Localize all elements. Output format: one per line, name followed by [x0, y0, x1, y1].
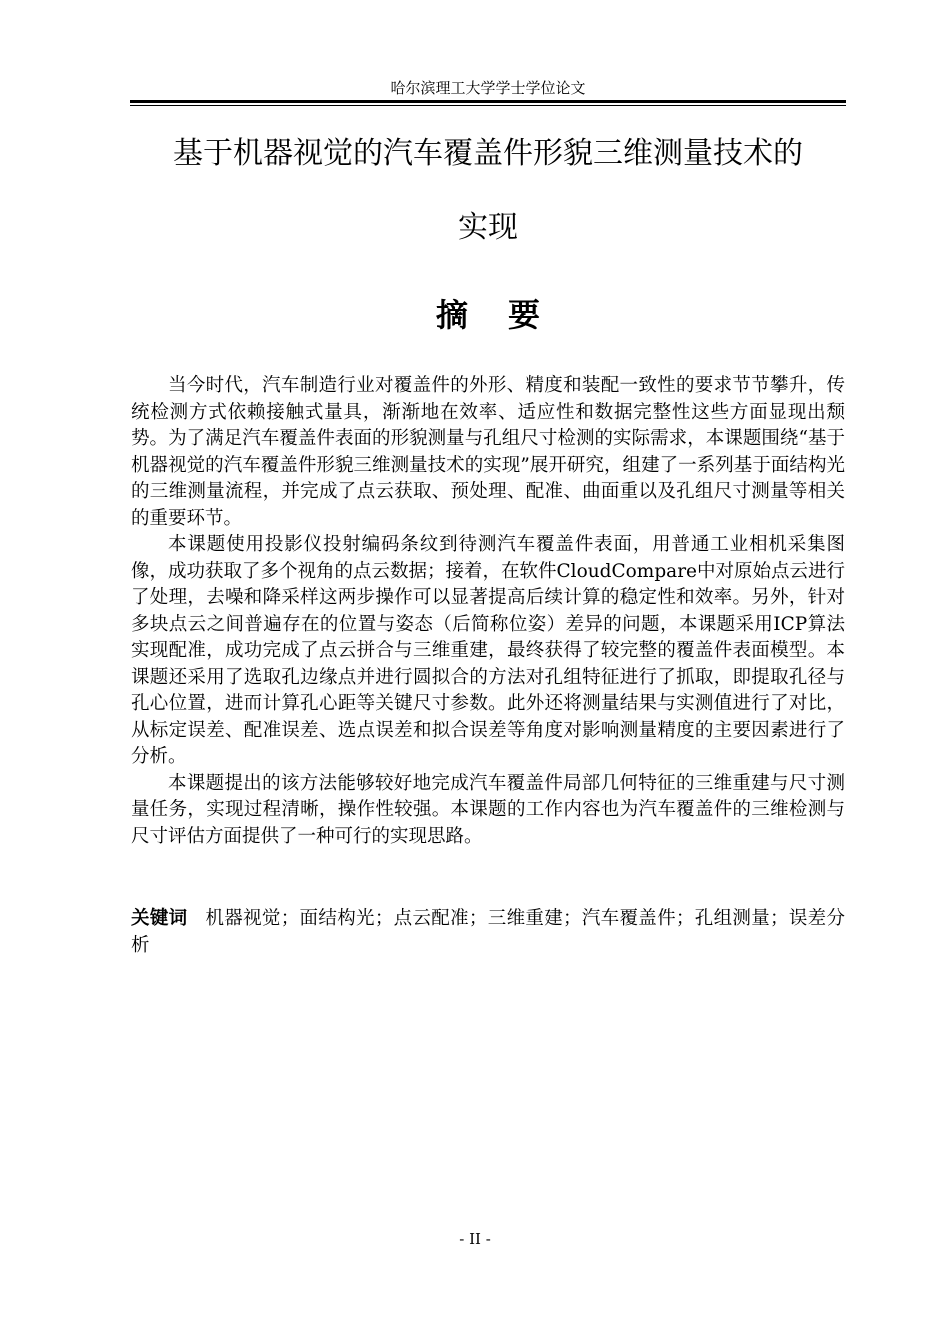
abstract-heading-char-1: 摘 [435, 296, 468, 334]
abstract-paragraph-2: 本课题使用投影仪投射编码条纹到待测汽车覆盖件表面，用普通工业相机采集图像，成功获取了多个视角的点云数据；接着，在软件CloudCompare中对原始点云进行了处理，去噪和降采样这两步操作可以显著提高后续计算的稳定性和效率。另外，针对多块点云之间普遍存在的位置与姿态（后简称位姿）差异的问题，本课题采用ICP算法实现配准，成功完成了点云拼合与三维重建，最终获得了较完整的覆盖件表面模型。本课题还采用了选取孔边缘点并进行圆拟合的方法对孔组特征进行了抓取，即提取孔径与孔心位置，进而计算孔心距等关键尺寸参数。此外还将测量结果与实测值进行了对比，从标定误差、配准误差、选点误差和拟合误差等角度对影响测量精度的主要因素进行了分析。 [131, 534, 845, 767]
abstract-paragraph-3: 本课题提出的该方法能够较好地完成汽车覆盖件局部几何特征的三维重建与尺寸测量任务，实现过程清晰，操作性较强。本课题的工作内容也为汽车覆盖件的三维检测与尺寸评估方面提供了一种可行的实现思路。 [131, 772, 845, 847]
abstract-heading [100, 295, 876, 335]
thesis-title-line-1: 基于机器视觉的汽车覆盖件形貌三维测量技术的 [173, 136, 803, 171]
thesis-title-line-2: 实现 [458, 210, 518, 245]
header-rule-thin [130, 105, 846, 106]
page-number: - II - [459, 1230, 491, 1248]
abstract-paragraph-1: 当今时代，汽车制造行业对覆盖件的外形、精度和装配一致性的要求节节攀升，传统检测方式依赖接触式量具，渐渐地在效率、适应性和数据完整性这些方面显现出颓势。为了满足汽车覆盖件表面的形貌测量与孔组尺寸检测的实际需求，本课题围绕“基于机器视觉的汽车覆盖件形貌三维测量技术的实现”展开研究，组建了一系列基于面结构光的三维测量流程，并完成了点云获取、预处理、配准、曲面重以及孔组尺寸测量等相关的重要环节。 [131, 375, 845, 529]
keywords-section [131, 906, 845, 959]
abstract-heading-char-2: 要 [508, 296, 541, 334]
running-header: 哈尔滨理工大学学士学位论文 [390, 79, 586, 97]
keywords-label: 关键词 [131, 908, 188, 929]
abstract-body [131, 373, 845, 850]
keywords-list: 机器视觉；面结构光；点云配准；三维重建；汽车覆盖件；孔组测量；误差分析 [131, 908, 845, 956]
header-rule-thick [130, 100, 846, 103]
